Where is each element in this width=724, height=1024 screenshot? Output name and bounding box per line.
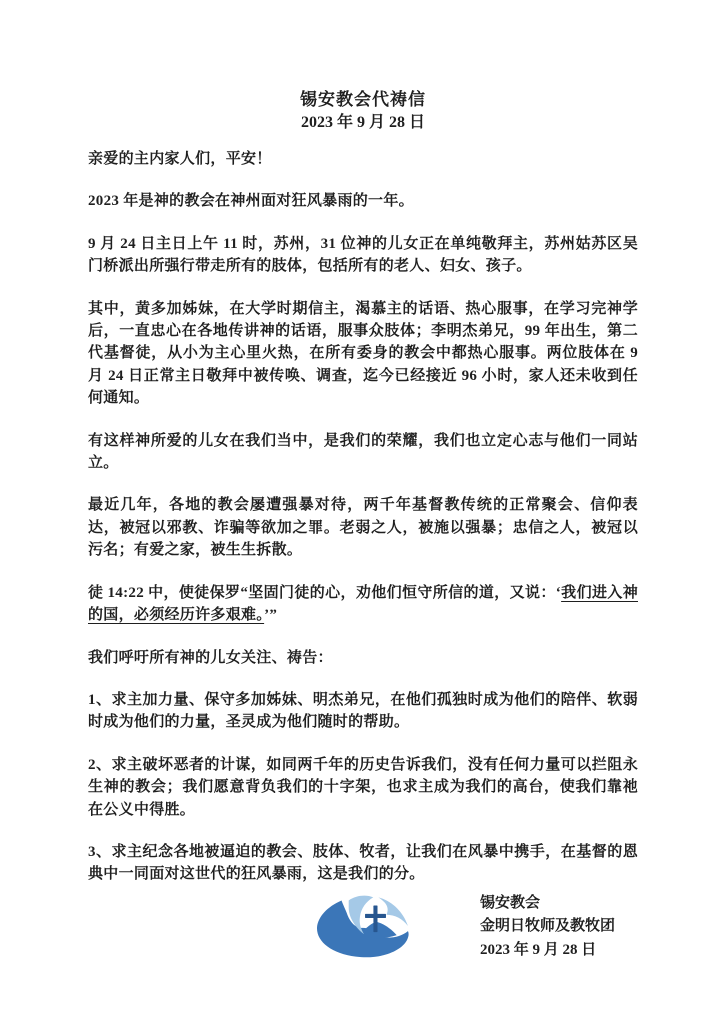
signature-text — [480, 892, 615, 963]
letter-header-date: 2023 年 9 月 28 日 — [300, 114, 425, 131]
paragraph-glory: 有这样神所爱的儿女在我们当中，是我们的荣耀，我们也立定心志与他们一同站立。 — [88, 432, 638, 472]
paragraph-scripture — [88, 582, 638, 627]
logo-hill-shape — [360, 922, 397, 938]
call-to-prayer-line: 我们呼吁所有神的儿女关注、祷告： — [88, 649, 333, 666]
logo-right-crescent — [378, 897, 408, 926]
paragraph-believers: 其中，黄多加姊妹，在大学时期信主，渴慕主的话语、热心服事，在学习完神学后，一直忠心在各地传讲神的话语，服事众肢体；李明杰弟兄，99 年出生，第二代基督徒，从小为主心里火热，在所有委身的教会中都热心服事。两位肢体在 9 月 24 日正常主日敬拜中被传唤、调查，迄今已经接近 96 小时，家人还未收到任何通知。 — [88, 300, 638, 407]
signature-date: 2023 年 9 月 28 日 — [480, 941, 597, 958]
petition-2: 2、求主破坏恶者的计谋，如同两千年的历史告诉我们，没有任何力量可以拦阻永生神的教会；我们愿意背负我们的十字架，也求主成为我们的高台，使我们靠祂在公义中得胜。 — [88, 756, 638, 818]
paragraph-incident: 9 月 24 日主日上午 11 时，苏州，31 位神的儿女正在单纯敬拜主，苏州姑苏区吴门桥派出所强行带走所有的肢体，包括所有的老人、妇女、孩子。 — [88, 235, 638, 275]
petition-3: 3、求主纪念各地被逼迫的教会、肢体、牧者，让我们在风暴中携手，在基督的恩典中一同面对这世代的狂风暴雨，这是我们的分。 — [88, 843, 638, 883]
petition-1: 1、求主加力量、保守多加姊妹、明杰弟兄，在他们孤独时成为他们的陪伴、软弱时成为他们的力量，圣灵成为他们随时的帮助。 — [88, 691, 638, 731]
scripture-pre-text: 徒 14:22 中，使徒保罗“坚固门徒的心，劝他们恒守所信的道，又说：‘ — [88, 584, 562, 601]
signature-signer-name: 金明日牧师及教牧团 — [480, 918, 616, 935]
letter-title: 锡安教会代祷信 — [300, 90, 426, 109]
paragraph-persecution: 最近几年，各地的教会屡遭强暴对待，两千年基督教传统的正常聚会、信仰表达，被冠以邪教、诈骗等欲加之罪。老弱之人，被施以强暴；忠信之人，被冠以污名；有爱之家，被生生拆散。 — [88, 497, 638, 559]
signature-church-name: 锡安教会 — [480, 894, 541, 911]
letter-header — [88, 88, 638, 134]
signature-block — [88, 892, 638, 1012]
scripture-underlined-text: 我们进入神的国，必须经历许多艰难。 — [88, 584, 638, 624]
scripture-post-text: ’” — [264, 607, 278, 624]
church-logo — [315, 894, 411, 960]
paragraph-overview: 2023 年是神的教会在神州面对狂风暴雨的一年。 — [88, 193, 414, 210]
greeting-line: 亲爱的主内家人们，平安！ — [88, 151, 272, 167]
